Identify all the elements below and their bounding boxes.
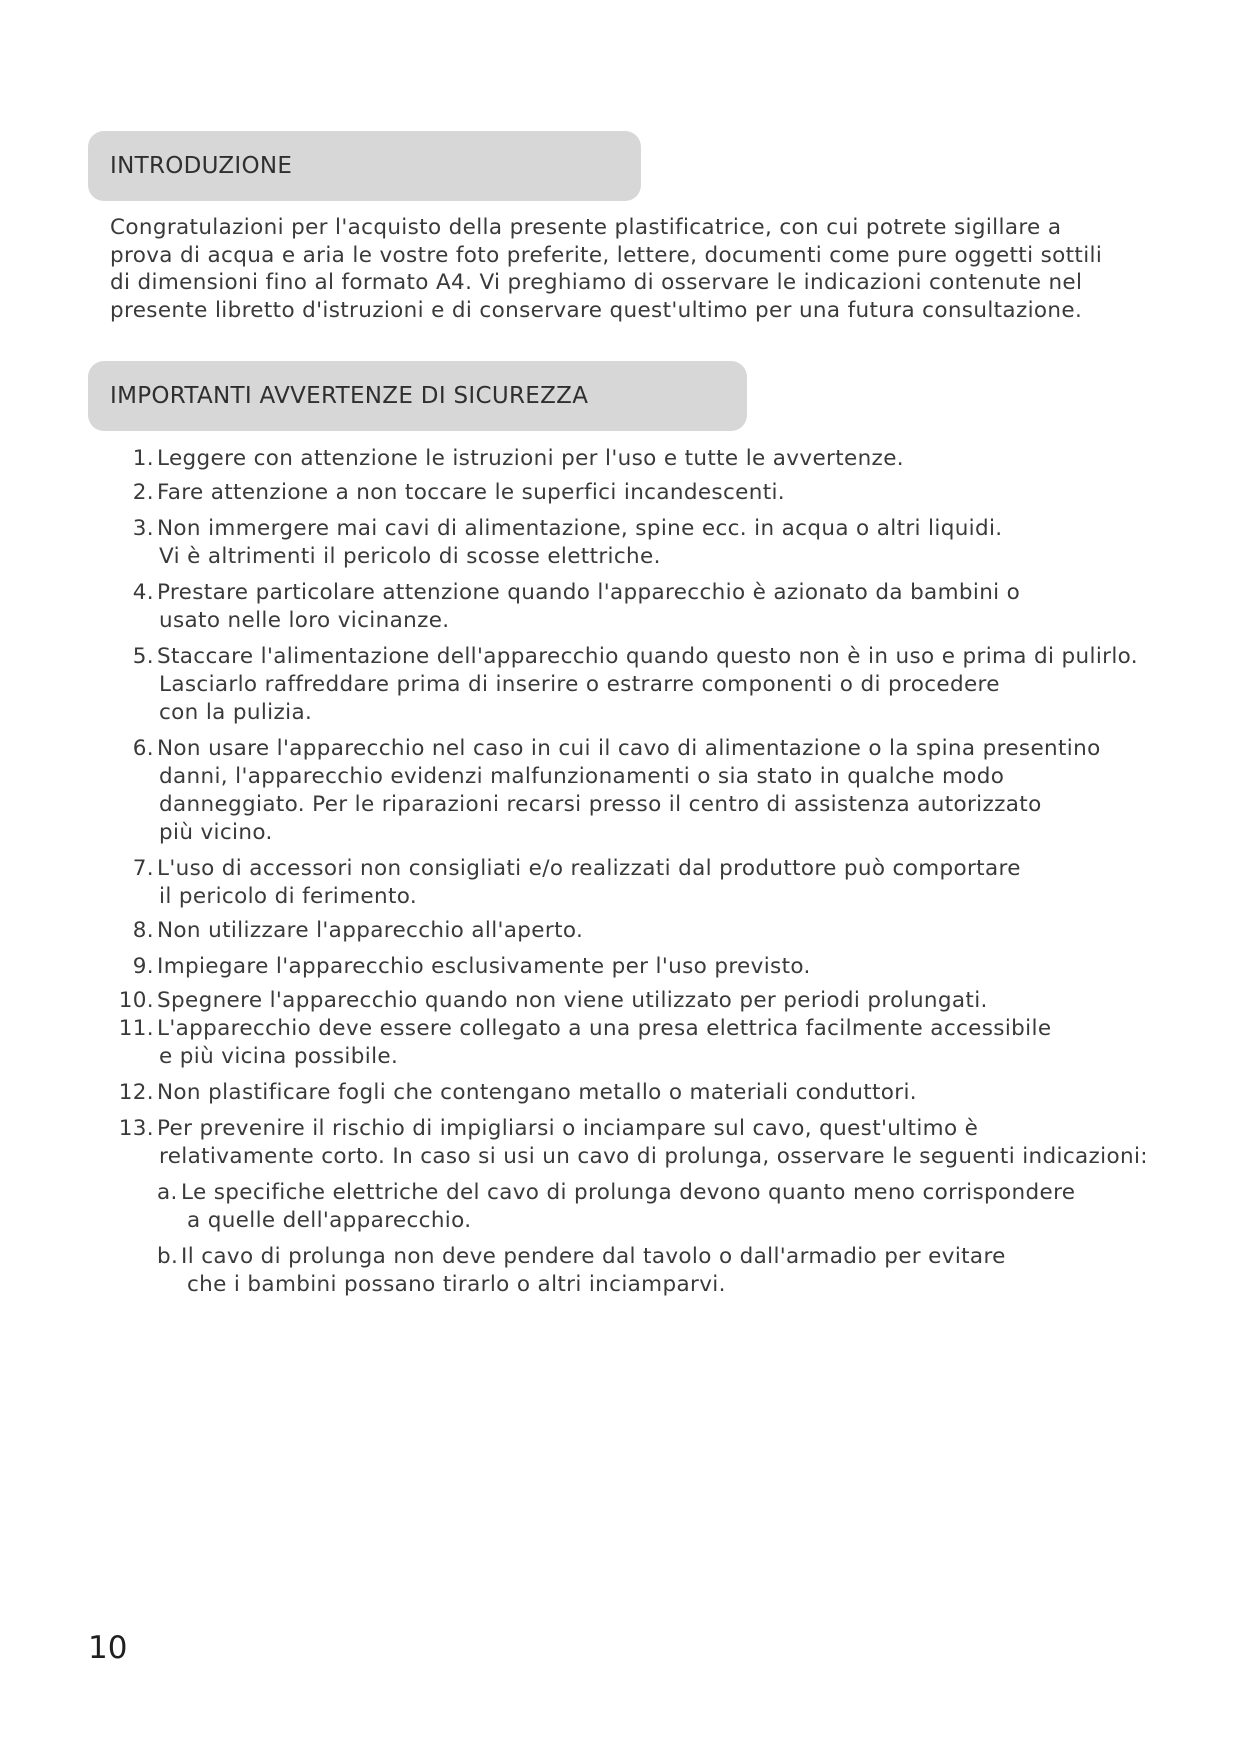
safety-item-number: 10.: [118, 988, 154, 1013]
safety-item-number: 13.: [118, 1116, 154, 1141]
safety-item-text: [157, 1079, 1150, 1107]
safety-item-number: 3.: [132, 516, 154, 541]
safety-sub-item-line: Il cavo di prolunga non deve pendere dal tavolo o dall'armadio per evitare: [181, 1244, 1006, 1269]
safety-item: [110, 917, 1150, 945]
safety-item: [110, 953, 1150, 981]
intro-line: presente libretto d'istruzioni e di conservare quest'ultimo per una futura consultazione.: [110, 297, 1083, 323]
safety-sub-item-line: Le specifiche elettriche del cavo di prolunga devono quanto meno corrispondere: [181, 1180, 1076, 1205]
safety-item-text: [157, 445, 1150, 473]
page-number: 10: [88, 1630, 128, 1666]
safety-item-line: L'uso di accessori non consigliati e/o realizzati dal produttore può comportare: [157, 856, 1021, 881]
safety-item-text: [157, 987, 1150, 1015]
safety-item: [110, 445, 1150, 473]
safety-item: [110, 1015, 1150, 1071]
safety-item-number: 7.: [132, 856, 154, 881]
safety-sub-item-label: b.: [157, 1244, 179, 1269]
intro-paragraph: [110, 214, 1120, 324]
safety-item-line: danneggiato. Per le riparazioni recarsi presso il centro di assistenza autorizzato: [159, 792, 1042, 817]
safety-item: [110, 1115, 1150, 1171]
safety-item-text: [157, 579, 1150, 635]
safety-item: [110, 735, 1150, 847]
safety-item-line: Leggere con attenzione le istruzioni per l'uso e tutte le avvertenze.: [157, 446, 904, 471]
safety-sub-item: [157, 1243, 1150, 1299]
safety-item-number: 5.: [132, 644, 154, 669]
safety-item-line: usato nelle loro vicinanze.: [159, 608, 450, 633]
safety-item-line: Non utilizzare l'apparecchio all'aperto.: [157, 918, 584, 943]
safety-item-line: il pericolo di ferimento.: [159, 884, 418, 909]
safety-item-line: Non immergere mai cavi di alimentazione, spine ecc. in acqua o altri liquidi.: [157, 516, 1003, 541]
safety-item-line: con la pulizia.: [159, 700, 313, 725]
safety-sub-item-text: [181, 1243, 1150, 1299]
safety-item-number: 11.: [118, 1016, 154, 1041]
safety-item-line: Non usare l'apparecchio nel caso in cui il cavo di alimentazione o la spina presentino: [157, 736, 1101, 761]
safety-item: [110, 1079, 1150, 1107]
safety-item-text: [157, 917, 1150, 945]
safety-item-line: Non plastificare fogli che contengano metallo o materiali conduttori.: [157, 1080, 917, 1105]
safety-item-line: Spegnere l'apparecchio quando non viene utilizzato per periodi prolungati.: [157, 988, 988, 1013]
safety-item: [110, 987, 1150, 1015]
safety-item-text: [157, 643, 1150, 727]
safety-item-number: 9.: [132, 954, 154, 979]
safety-sub-item-line: che i bambini possano tirarlo o altri inciamparvi.: [187, 1272, 726, 1297]
safety-sub-item-line: a quelle dell'apparecchio.: [187, 1208, 472, 1233]
safety-item-text: [157, 1115, 1150, 1171]
safety-item-line: e più vicina possibile.: [159, 1044, 399, 1069]
intro-line: Congratulazioni per l'acquisto della presente plastificatrice, con cui potrete sigillare a: [110, 215, 1062, 240]
safety-item-line: Per prevenire il rischio di impigliarsi o inciampare sul cavo, quest'ultimo è: [157, 1116, 979, 1141]
safety-item-number: 1.: [132, 446, 154, 471]
safety-item-number: 8.: [132, 918, 154, 943]
safety-item-line: Staccare l'alimentazione dell'apparecchio quando questo non è in uso e prima di pulirlo.: [157, 644, 1138, 669]
safety-item-number: 2.: [132, 480, 154, 505]
safety-sub-item: [157, 1179, 1150, 1235]
safety-item-number: 12.: [118, 1080, 154, 1105]
safety-item-text: [157, 1015, 1150, 1071]
safety-item-line: più vicino.: [159, 820, 273, 845]
safety-sub-item-text: [181, 1179, 1150, 1235]
safety-item-text: [157, 953, 1150, 981]
safety-item-text: [157, 479, 1150, 507]
safety-item: [110, 579, 1150, 635]
intro-line: di dimensioni fino al formato A4. Vi preghiamo di osservare le indicazioni contenute nel: [110, 270, 1083, 295]
safety-list: [110, 445, 1150, 1307]
safety-item-line: Fare attenzione a non toccare le superfici incandescenti.: [157, 480, 785, 505]
safety-item-line: L'apparecchio deve essere collegato a una presa elettrica facilmente accessibile: [157, 1016, 1052, 1041]
safety-item-line: Lasciarlo raffreddare prima di inserire o estrarre componenti o di procedere: [159, 672, 1000, 697]
safety-item-text: [157, 515, 1150, 571]
safety-item: [110, 479, 1150, 507]
safety-item-line: Vi è altrimenti il pericolo di scosse elettriche.: [159, 544, 661, 569]
safety-heading: IMPORTANTI AVVERTENZE DI SICUREZZA: [88, 361, 747, 431]
safety-item-text: [157, 855, 1150, 911]
safety-item: [110, 855, 1150, 911]
safety-item: [110, 515, 1150, 571]
safety-sub-item-label: a.: [157, 1180, 178, 1205]
safety-item-line: relativamente corto. In caso si usi un cavo di prolunga, osservare le seguenti indicazioni:: [159, 1144, 1148, 1169]
safety-item-line: Prestare particolare attenzione quando l'apparecchio è azionato da bambini o: [157, 580, 1021, 605]
intro-line: prova di acqua e aria le vostre foto preferite, lettere, documenti come pure oggetti sottili: [110, 242, 1103, 268]
safety-item-text: [157, 735, 1150, 847]
safety-item-number: 4.: [132, 580, 154, 605]
intro-heading: INTRODUZIONE: [88, 131, 641, 201]
safety-item-line: Impiegare l'apparecchio esclusivamente per l'uso previsto.: [157, 954, 811, 979]
safety-item: [110, 643, 1150, 727]
safety-item-number: 6.: [132, 736, 154, 761]
safety-item-line: danni, l'apparecchio evidenzi malfunzionamenti o sia stato in qualche modo: [159, 764, 1005, 789]
